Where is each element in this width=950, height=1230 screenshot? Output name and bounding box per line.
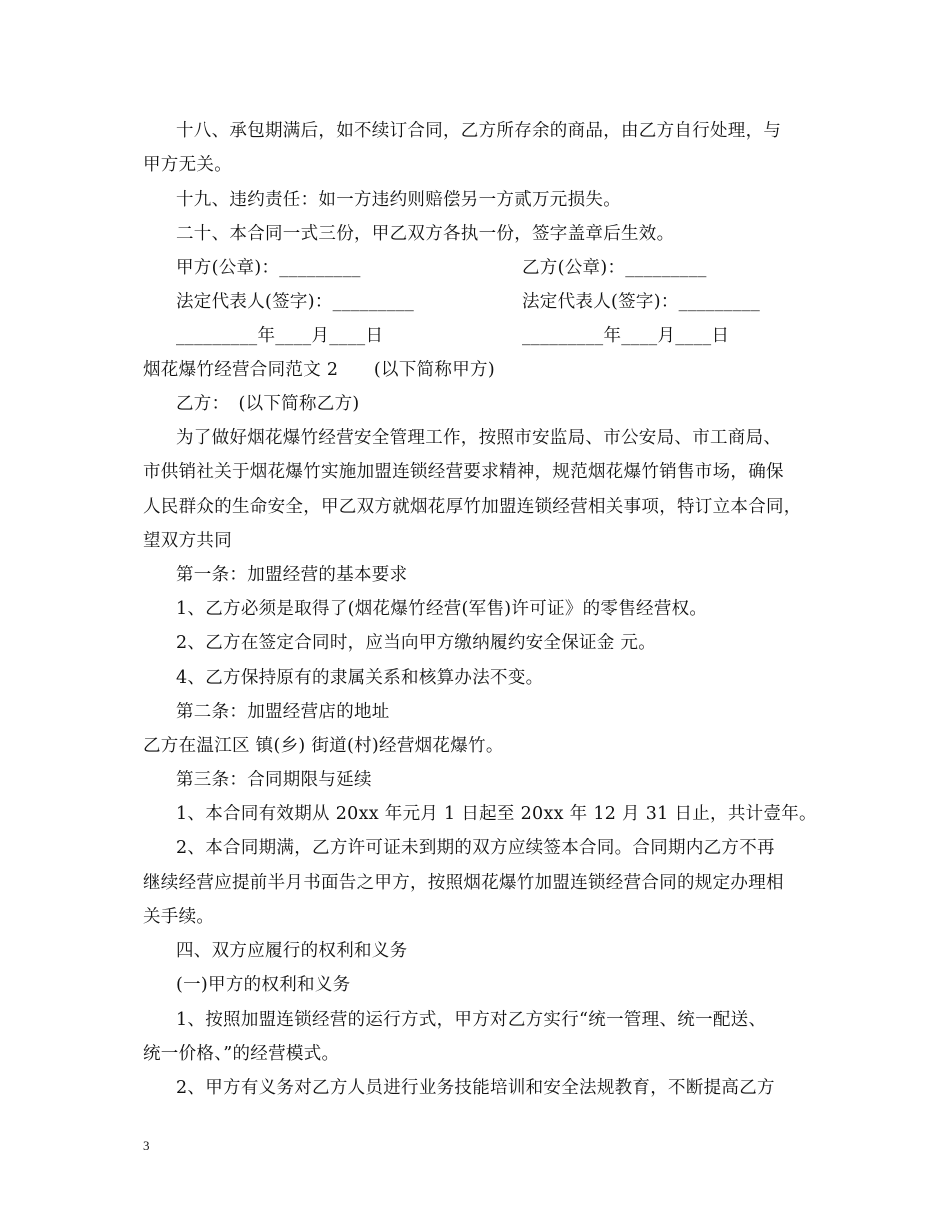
text-line: 甲方无关。 [143,155,232,175]
text-line: 乙方： (以下简称乙方) [176,394,360,414]
text-line: 2、甲方有义务对乙方人员进行业务技能培训和安全法规教育，不断提高乙方 [176,1078,775,1098]
text-line: 4、乙方保持原有的隶属关系和核算办法不变。 [176,668,544,688]
legal-rep-a: 法定代表人(签字)：_________ [176,292,415,312]
text-line: 1、乙方必须是取得了(烟花爆竹经营(军售)许可证》的零售经营权。 [176,599,708,619]
text-line: 继续经营应提前半月书面告之甲方，按照烟花爆竹加盟连锁经营合同的规定办理相 [143,873,784,893]
text-line: 1、本合同有效期从 20xx 年元月 1 日起至 20xx 年 12 月 31 日止，共计壹年。 [176,804,817,824]
text-line: 人民群众的生命安全，甲乙双方就烟花厚竹加盟连锁经营相关事项，特订立本合同， [143,497,802,517]
text-line: 十八、承包期满后，如不续订合同，乙方所存余的商品，由乙方自行处理，与 [176,121,782,141]
text-line: (一)甲方的权利和义务 [176,975,351,995]
text-line: 统一价格、”的经营模式。 [143,1044,340,1064]
text-line: 2、乙方在签定合同时，应当向甲方缴纳履约安全保证金 元。 [176,633,657,653]
text-line: 二十、本合同一式三份，甲乙双方各执一份，签字盖章后生效。 [176,224,675,244]
text-line: 关手续。 [143,907,215,927]
text-line: 十九、违约责任：如一方违约则赔偿另一方贰万元损失。 [176,190,621,210]
text-line: 望双方共同 [143,531,232,551]
legal-rep-b: 法定代表人(签字)：_________ [522,292,761,312]
text-line: 2、本合同期满，乙方许可证未到期的双方应续签本合同。合同期内乙方不再 [176,838,775,858]
date-line-a: _________年____月____日 [176,326,384,346]
text-line: 四、双方应履行的权利和义务 [176,941,408,961]
text-line: 第一条：加盟经营的基本要求 [176,565,408,585]
section-title: 烟花爆竹经营合同范文 2 (以下简称甲方) [143,360,495,380]
text-line: 乙方在温江区 镇(乡) 街道(村)经营烟花爆竹。 [143,736,504,756]
signature-party-b: 乙方(公章)：_________ [522,258,707,278]
text-line: 市供销社关于烟花爆竹实施加盟连锁经营要求精神，规范烟花爆竹销售市场，确保 [143,462,784,482]
text-line: 第三条：合同期限与延续 [176,770,372,790]
text-line: 第二条：加盟经营店的地址 [176,702,390,722]
text-line: 为了做好烟花爆竹经营安全管理工作，按照市安监局、市公安局、市工商局、 [176,428,782,448]
date-line-b: _________年____月____日 [522,326,730,346]
text-line: 1、按照加盟连锁经营的运行方式，甲方对乙方实行“统一管理、统一配送、 [176,1010,767,1030]
page-number: 3 [143,1138,150,1153]
signature-party-a: 甲方(公章)：_________ [176,258,361,278]
